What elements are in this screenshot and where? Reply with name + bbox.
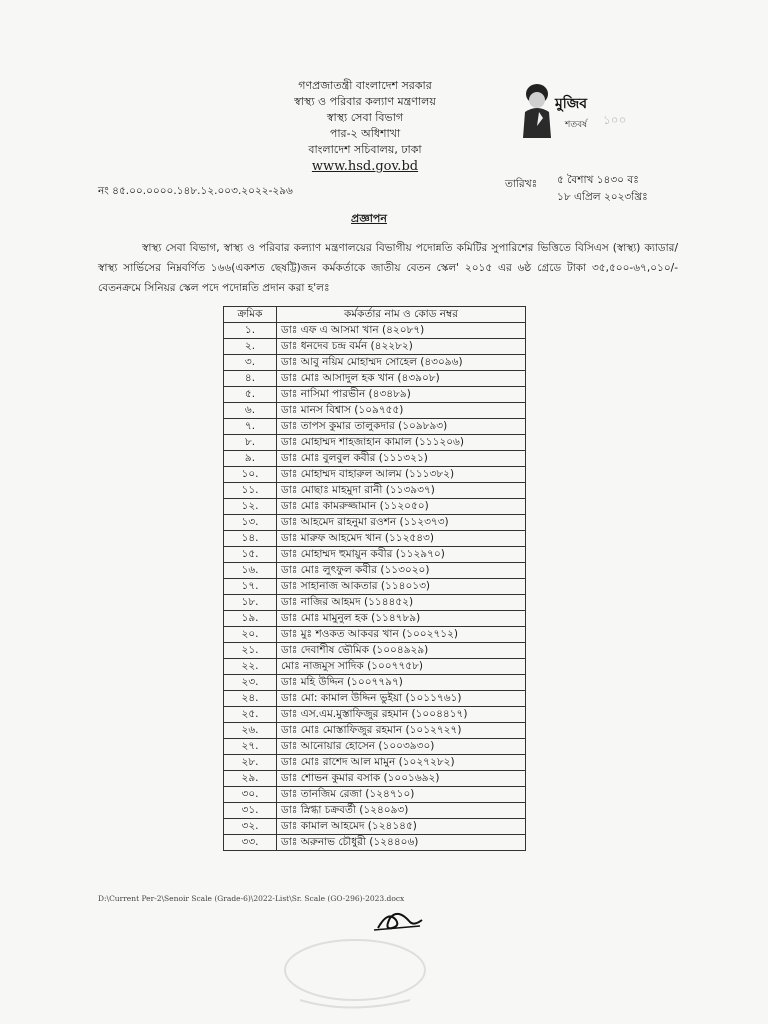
table-row [224,579,526,595]
letterhead-line: গণপ্রজাতন্ত্রী বাংলাদেশ সরকার [298,79,432,92]
officer-name-cell: ডাঃ মোঃ কামরুজ্জামান (১১২০৫০) [277,499,526,515]
officer-name-cell: ডাঃ নাসিমা পারভীন (৪৩৪৮৯) [277,387,526,403]
officer-name-cell: ডাঃ মহি উদ্দিন (১০০৭৭৯৭) [277,675,526,691]
serial-cell: ১৬. [224,563,277,579]
serial-cell: ১৪. [224,531,277,547]
notice-body [98,238,678,298]
serial-cell: ১১. [224,483,277,499]
table-row [224,659,526,675]
letterhead [250,78,480,176]
officer-name-cell: ডাঃ কামাল আহমেদ (১২৪১৪৫) [277,819,526,835]
svg-text:১০০: ১০০ [603,113,627,127]
officer-name-cell: মোঃ নাজমুস সাদিক (১০০৭৭৫৮) [277,659,526,675]
table-row [224,563,526,579]
serial-cell: ৩২. [224,819,277,835]
officer-name-cell: ডাঃ স্নিগ্ধা চক্রবর্তী (১২৪০৯৩) [277,803,526,819]
table-row [224,755,526,771]
officer-name-cell: ডাঃ মোঃ লুৎফুল কবীর (১১৩০২০) [277,563,526,579]
table-header-row [224,307,526,323]
officer-name-cell: ডাঃ আবু নয়িম মোহাম্মদ সোহেল (৪৩০৯৬) [277,355,526,371]
serial-cell: ৪. [224,371,277,387]
table-body [224,323,526,851]
serial-cell: ২২. [224,659,277,675]
table-row [224,451,526,467]
promotion-table [223,306,526,851]
table-row [224,467,526,483]
website-link[interactable]: www.hsd.gov.bd [311,159,419,174]
serial-cell: ২৯. [224,771,277,787]
serial-cell: ১৫. [224,547,277,563]
notice-body-text: স্বাস্থ্য সেবা বিভাগ, স্বাস্থ্য ও পরিবার কল্যাণ মন্ত্রণালয়ের বিভাগীয় পদোন্নতি কমিটির সুপারিশের ভিত্তিতে বিসিএস (স্বাস্থ্য) ক্যাডার/ স্বাস্থ্য সার্ভিসের নিম্নবর্ণিত ১৬৬(একশত ছেষট্টি)জন কর্মকর্তাকে জাতীয় বেতন স্কেল' ২০১৫ এর ৬ষ্ঠ গ্রেডে টাকা ৩৫,৫০০-৬৭,০১০/- বেতনক্রমে সিনিয়র স্কেল পদে পদোন্নতি প্রদান করা হ'লঃ [98,242,678,294]
table-row [224,403,526,419]
serial-cell: ১০. [224,467,277,483]
officer-name-cell: ডাঃ এফ এ আসমা খান (৪২০৮৭) [277,323,526,339]
officer-name-cell: ডাঃ মুঃ শওকত আকবর খান (১০০২৭১২) [277,627,526,643]
logo-caption: শতবর্ষ [565,120,588,130]
faint-stamp [270,930,440,1020]
officer-name-cell: ডাঃ দেবাশীষ ভৌমিক (১০০৪৯২৯) [277,643,526,659]
letterhead-line: পার-২ অধিশাখা [329,127,401,140]
table-row [224,771,526,787]
table-row [224,483,526,499]
table-row [224,339,526,355]
officer-name-cell: ডাঃ আহমেদ রাহনুমা রওশন (১১২৩৭৩) [277,515,526,531]
table-row [224,739,526,755]
memo-number: নং ৪৫.০০.০০০০.১৪৮.১২.০০৩.২০২২-২৯৬ [98,185,293,197]
officer-name-cell: ডাঃ মো: কামাল উদ্দিন ভুইয়া (১০১১৭৬১) [277,691,526,707]
table-row [224,627,526,643]
serial-cell: ৩০. [224,787,277,803]
table-row [224,323,526,339]
table-row [224,371,526,387]
officer-name-cell: ডাঃ তানজিম রেজা (১২৪৭১০) [277,787,526,803]
officer-name-cell: ডাঃ অরুনাভ চৌধুরী (১২৪৪০৬) [277,835,526,851]
officer-name-cell: ডাঃ আনোয়ার হোসেন (১০০৩৯৩০) [277,739,526,755]
serial-cell: ২৫. [224,707,277,723]
letterhead-line: বাংলাদেশ সচিবালয়, ঢাকা [308,143,422,156]
serial-cell: ২১. [224,643,277,659]
officer-name-cell: ডাঃ মোঃ মামুনুল হক (১১৪৭৮৯) [277,611,526,627]
memo-date [557,172,648,206]
file-path-footer: D:\Current Per-2\Senoir Scale (Grade-6)\2022-List\Sr. Scale (GO-296)-2023.docx [98,894,405,903]
table-row [224,515,526,531]
officer-name-cell: ডাঃ মানস বিশ্বাস (১০৯৭৫৫) [277,403,526,419]
serial-cell: ২৪. [224,691,277,707]
serial-cell: ৩. [224,355,277,371]
table-row [224,675,526,691]
serial-cell: ৭. [224,419,277,435]
table-row [224,355,526,371]
table-row [224,611,526,627]
column-header-name: কর্মকর্তার নাম ও কোড নম্বর [277,307,526,323]
table-row [224,787,526,803]
officer-name-cell: ডাঃ মোহাম্মদ হুমায়ুন কবীর (১১২৯৭০) [277,547,526,563]
logo-text: মুজিব [555,96,588,112]
date-english: ১৮ এপ্রিল ২০২৩খ্রিঃ [557,191,648,203]
serial-cell: ২. [224,339,277,355]
serial-cell: ২৭. [224,739,277,755]
table-row [224,419,526,435]
table-row [224,723,526,739]
officer-name-cell: ডাঃ মোঃ আসাদুল হক খান (৪৩৯০৮) [277,371,526,387]
table-row [224,707,526,723]
serial-cell: ১৭. [224,579,277,595]
officer-name-cell: ডাঃ ধনদেব চন্দ্র বর্মন (৪২২৮২) [277,339,526,355]
table-row [224,595,526,611]
serial-cell: ১৯. [224,611,277,627]
serial-cell: ৮. [224,435,277,451]
serial-cell: ৯. [224,451,277,467]
serial-cell: ৩১. [224,803,277,819]
serial-cell: ২৬. [224,723,277,739]
officer-name-cell: ডাঃ মোহাম্মদ শাহজাহান কামাল (১১১২০৬) [277,435,526,451]
serial-cell: ৬. [224,403,277,419]
officer-name-cell: ডাঃ মোছাঃ মাহমুদা রানী (১১৩৯৩৭) [277,483,526,499]
officer-name-cell: ডাঃ সাহানাজ আকতার (১১৪০১৩) [277,579,526,595]
table-row [224,531,526,547]
table-row [224,435,526,451]
table-row [224,835,526,851]
officer-name-cell: ডাঃ মারুফ আহমেদ খান (১১২৫৪৩) [277,531,526,547]
serial-cell: ২৮. [224,755,277,771]
table-row [224,643,526,659]
officer-name-cell: ডাঃ তাপস কুমার তালুকদার (১০৯৮৯৩) [277,419,526,435]
table-row [224,691,526,707]
officer-name-cell: ডাঃ মোহাম্মদ বাহারুল আলম (১১১৩৮২) [277,467,526,483]
officer-name-cell: ডাঃ শোভন কুমার বসাক (১০০১৬৯২) [277,771,526,787]
officer-name-cell: ডাঃ এস.এম.মুস্তাফিজুর রহমান (১০০৪৪১৭) [277,707,526,723]
letterhead-line: স্বাস্থ্য ও পরিবার কল্যাণ মন্ত্রণালয় [294,95,436,108]
serial-cell: ১. [224,323,277,339]
officer-name-cell: ডাঃ মোঃ রাশেদ আল মামুন (১০২৭২৮২) [277,755,526,771]
table-row [224,499,526,515]
table-row [224,819,526,835]
letterhead-line: স্বাস্থ্য সেবা বিভাগ [326,111,404,124]
serial-cell: ২০. [224,627,277,643]
document-title: প্রজ্ঞাপন [351,212,387,225]
serial-cell: ৫. [224,387,277,403]
serial-cell: ২৩. [224,675,277,691]
serial-cell: ১৩. [224,515,277,531]
table-row [224,387,526,403]
table-row [224,803,526,819]
officer-name-cell: ডাঃ মোঃ বুলবুল কবীর (১১১৩২১) [277,451,526,467]
officer-name-cell: ডাঃ মোঃ মোস্তাফিজুর রহমান (১০১২৭২৭) [277,723,526,739]
table-row [224,547,526,563]
date-bangla: ৫ বৈশাখ ১৪৩০ বঃ [557,174,639,186]
date-label: তারিখঃ [505,178,538,190]
column-header-serial: ক্রমিক [224,307,277,323]
serial-cell: ১৮. [224,595,277,611]
serial-cell: ১২. [224,499,277,515]
officer-name-cell: ডাঃ নাজির আহমদ (১১৪৪৫২) [277,595,526,611]
serial-cell: ৩৩. [224,835,277,851]
